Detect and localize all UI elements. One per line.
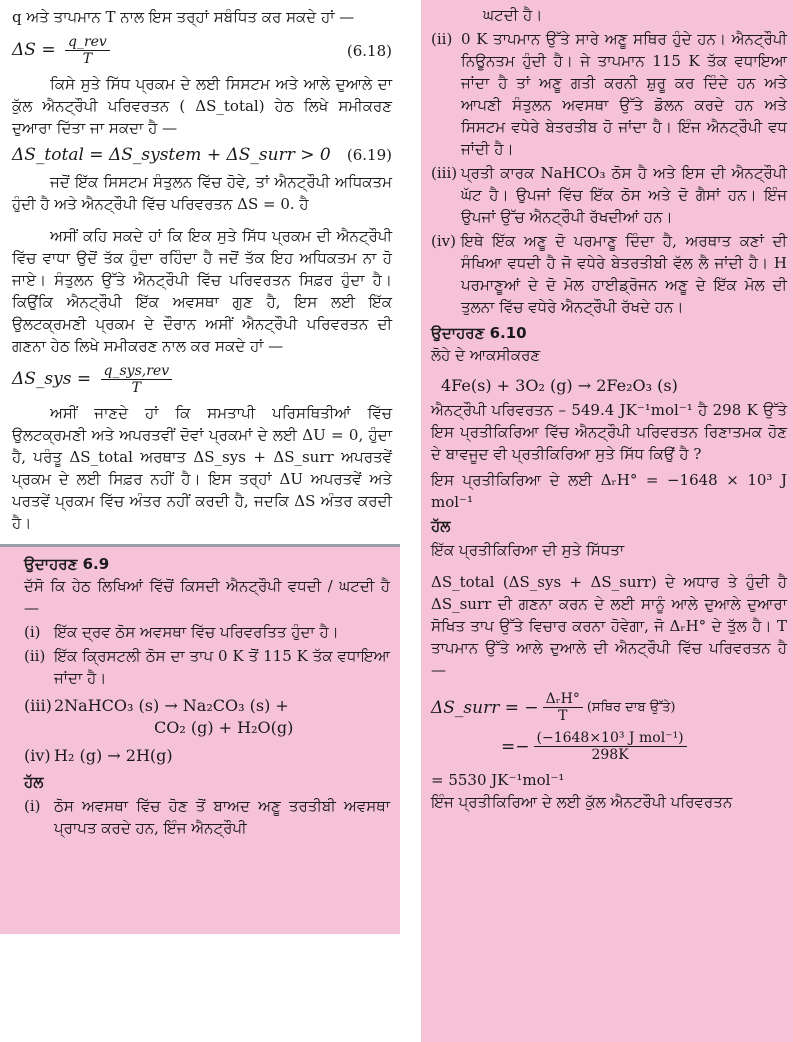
item-text: ਇੱਕ ਕ੍ਰਿਸਟਲੀ ਠੋਸ ਦਾ ਤਾਪ 0 K ਤੋਂ 115 K ਤੱਕ ਵਧਾਇਆ ਜਾਂਦਾ ਹੈ। [54, 647, 390, 687]
eq-sys-numerator: q_sys,rev [101, 363, 173, 380]
item-label: (ii) [24, 647, 46, 665]
example-6-9-title: ਉਦਾਹਰਣ 6.9 [24, 555, 110, 573]
example-6-9-question: ਦੱਸੋ ਕਿ ਹੇਠ ਲਿਖਿਆਂ ਵਿੱਚੋਂ ਕਿਸਦੀ ਐਨਟ੍ਰੌਪੀ ਵਧਦੀ / ਘਟਦੀ ਹੈ — [24, 577, 390, 617]
equation-6-18 [12, 34, 392, 67]
solution-label: ਹੱਲ [24, 773, 44, 791]
eq2-numerator: (−1648×10³ J mol⁻¹) [534, 730, 687, 747]
eq-sys-lhs: ΔS_sys = [12, 369, 92, 389]
item-label: (i) [24, 797, 41, 815]
eq619-expression: ΔS_total = ΔS_system + ΔS_surr > 0 [12, 145, 331, 165]
example-item [24, 645, 390, 689]
solution-label: ਹੱਲ [431, 517, 451, 535]
equation-6-19 [12, 145, 392, 165]
item-label: (iii) [431, 164, 458, 182]
example-6-10-question: ਐਨਟ੍ਰੌਪੀ ਪਰਿਵਰਤਨ – 549.4 JK⁻¹mol⁻¹ ਹੈ 298 K ਉੱਤੇ ਇਸ ਪ੍ਰਤੀਕਿਰਿਆ ਵਿੱਚ ਐਨਟ੍ਰੌਪੀ ਪਰਿਵਰਤਨ ਰਿਣਾਤਮਕ ਹੋਣ ਦੇ ਬਾਵਜੂਦ ਵੀ ਪ੍ਰਤੀਕਿਰਿਆ ਸੁਤੇ ਸਿੱਧ ਕਿਉਂ ਹੈ ? [431, 401, 787, 463]
intro-text: q ਅਤੇ ਤਾਪਮਾਨ T ਨਾਲ ਇਸ ਤਰ੍ਹਾਂ ਸਬੰਧਿਤ ਕਰ ਸਕਦੇ ਹਾਂ — [12, 8, 355, 26]
item-text: ਪ੍ਰਤੀ ਕਾਰਕ NaHCO₃ ਠੋਸ ਹੈ ਅਤੇ ਇਸ ਦੀ ਐਨਟ੍ਰੌਪੀ ਘੱਟ ਹੈ। ਉਪਜਾਂ ਵਿੱਚ ਇੱਕ ਠੋਸ ਅਤੇ ਦੋ ਗੈਸਾਂ ਹਨ। ਇੰਜ ਉਪਜਾਂ ਉੱਚ ਐਨਟ੍ਰੌਪੀ ਰੱਖਦੀਆਂ ਹਨ। [461, 164, 787, 226]
item-label: (iv) [431, 232, 456, 250]
solution-item [24, 795, 390, 839]
item-label: (i) [24, 623, 41, 641]
solution-item [431, 230, 787, 318]
item-text: ਇਥੇ ਇੱਕ ਅਣੂ ਦੋ ਪਰਮਾਣੂ ਦਿੰਦਾ ਹੈ, ਅਰਥਾਤ ਕਣਾਂ ਦੀ ਸੰਖਿਆ ਵਧਦੀ ਹੈ ਜੋ ਵਧੇਰੇ ਬੇਤਰਤੀਬੀ ਵੱਲ ਲੈ ਜਾਂਦੀ ਹੈ। H ਪਰਮਾਣੂਆਂ ਦੇ ਦੋ ਮੋਲ ਹਾਈਡ੍ਰੋਜਨ ਅਣੂ ਦੇ ਇੱਕ ਮੋਲ ਦੀ ਤੁਲਨਾ ਵਿੱਚ ਵਧੇਰੇ ਐਨਟ੍ਰੌਪੀ ਰੱਖਦੇ ਹਨ। [461, 232, 787, 316]
paragraph-isothermal: ਅਸੀਂ ਜਾਣਦੇ ਹਾਂ ਕਿ ਸਮਤਾਪੀ ਪਰਿਸਥਿਤੀਆਂ ਵਿੱਚ ਉਲਟਕ੍ਰਮਣੀ ਅਤੇ ਅਪਰਤਵੀਂ ਦੋਵਾਂ ਪ੍ਰਕਮਾਂ ਦੇ ਲਈ ΔU = 0, ਹੁੰਦਾ ਹੈ, ਪਰੰਤੂ ΔS_total ਅਰਥਾਤ ΔS_sys + ΔS_surr ਅਪਰਤਵੇਂ ਪ੍ਰਕਮ ਦੇ ਲਈ ਸਿਫ਼ਰ ਨਹੀਂ ਹੈ। ਇਸ ਤਰ੍ਹਾਂ ΔU ਅਪਰਤਵੇਂ ਅਤੇ ਪਰਤਵੇਂ ਪ੍ਰਕਮ ਵਿੱਚ ਅੰਤਰ ਨਹੀਂ ਕਰਦੀ ਹੈ, ਜਦਕਿ ΔS ਅੰਤਰ ਕਰਦੀ ਹੈ। [12, 404, 392, 532]
example-6-10-subtitle: ਲੋਹੇ ਦੇ ਆਕਸੀਕਰਣ [431, 346, 541, 364]
equation-surroundings [431, 691, 787, 724]
final-line: ਇੰਜ ਪ੍ਰਤੀਕਿਰਿਆ ਦੇ ਲਈ ਕੁੱਲ ਐਨਟਰੌਪੀ ਪਰਿਵਰਤਨ [431, 793, 733, 811]
iron-oxidation-reaction: 4Fe(s) + 3O₂ (g) → 2Fe₂O₃ (s) [441, 376, 678, 395]
solution-item [431, 162, 787, 228]
example-6-10-title: ਉਦਾਹਰਣ 6.10 [431, 324, 527, 342]
item-text: ਇੱਕ ਦ੍ਰਵ ਠੋਸ ਅਵਸਥਾ ਵਿੱਚ ਪਰਿਵਰਤਿਤ ਹੁੰਦਾ ਹੈ। [54, 623, 339, 641]
eq-surr-denominator: T [558, 708, 568, 724]
item-label: (iv) [24, 746, 51, 765]
paragraph-equilibrium: ਜਦੋਂ ਇੱਕ ਸਿਸਟਮ ਸੰਤੁਲਨ ਵਿੱਚ ਹੋਵੇ, ਤਾਂ ਐਨਟ੍ਰੌਪੀ ਅਧਿਕਤਮ ਹੁੰਦੀ ਹੈ ਅਤੇ ਐਨਟ੍ਰੌਪੀ ਵਿੱਚ ਪਰਿਵਰਤਨ ΔS = 0. ਹੈ [12, 173, 392, 213]
eq-surr-lhs: ΔS_surr = − [431, 697, 539, 718]
eq618-lhs: ΔS = [12, 40, 56, 60]
item-text: ਠੋਸ ਅਵਸਥਾ ਵਿੱਚ ਹੋਣ ਤੋਂ ਬਾਅਦ ਅਣੂ ਤਰਤੀਬੀ ਅਵਸਥਾ ਪ੍ਰਾਪਤ ਕਰਦੇ ਹਨ, ਇੰਜ ਐਨਟ੍ਰੌਪੀ [54, 797, 390, 837]
example-6-9-box [0, 544, 400, 934]
eq2-denominator: 298K [591, 747, 629, 763]
continued-text: ਘਟਦੀ ਹੈ। [483, 6, 543, 24]
item-text: 0 K ਤਾਪਮਾਨ ਉੱਤੇ ਸਾਰੇ ਅਣੂ ਸਥਿਰ ਹੁੰਦੇ ਹਨ। ਐਨਟ੍ਰੌਪੀ ਨਿਊਨਤਮ ਹੁੰਦੀ ਹੈ। ਜੇ ਤਾਪਮਾਨ 115 K ਤੱਕ ਵਧਾਇਆ ਜਾਂਦਾ ਹੈ ਤਾਂ ਅਣੂ ਗਤੀ ਕਰਨੀ ਸ਼ੁਰੂ ਕਰ ਦਿੰਦੇ ਹਨ ਅਤੇ ਆਪਣੀ ਸੰਤੁਲਨ ਅਵਸਥਾ ਉੱਤੇ ਡੋਲਨ ਕਰਦੇ ਹਨ ਅਤੇ ਸਿਸਟਮ ਵਧੇਰੇ ਬੇਤਰਤੀਬ ਹੋ ਜਾਂਦਾ ਹੈ। ਇੰਜ ਐਨਟ੍ਰੌਪੀ ਵਧ ਜਾਂਦੀ ਹੈ। [461, 30, 787, 158]
item-label: (iii) [24, 696, 52, 715]
example-item-iii [24, 695, 390, 739]
result-value: = 5530 JK⁻¹mol⁻¹ [431, 771, 565, 789]
eq618-denominator: T [82, 51, 93, 67]
reaction-iv: H₂ (g) → 2H(g) [54, 746, 173, 765]
equation-sys [12, 363, 392, 396]
paragraph-total-entropy: ਕਿਸੇ ਸੁਤੇ ਸਿੱਧ ਪ੍ਰਕਮ ਦੇ ਲਈ ਸਿਸਟਮ ਅਤੇ ਆਲੇ ਦੁਆਲੇ ਦਾ ਕੁੱਲ ਐਨਟ੍ਰੌਪੀ ਪਰਿਵਰਤਨ ( ΔS_total) ਹੇਠ ਲਿਖੇ ਸਮੀਕਰਣ ਦੁਆਰਾ ਦਿੱਤਾ ਜਾ ਸਕਦਾ ਹੈ — [12, 75, 392, 137]
eq618-numerator: q_rev [65, 34, 110, 51]
eq-surr-note: (ਸਥਿਰ ਦਾਬ ਉੱਤੇ) [586, 700, 676, 715]
solution-line: ਇੱਕ ਪ੍ਰਤੀਕਿਰਿਆ ਦੀ ਸੁਤੇ ਸਿੱਧਤਾ [431, 541, 625, 559]
right-column [421, 0, 793, 1042]
enthalpy-given: ਇਸ ਪ੍ਰਤੀਕਿਰਿਆ ਦੇ ਲਈ ΔᵣH° = −1648 × 10³ J mol⁻¹ [431, 471, 787, 511]
reaction-line-2: CO₂ (g) + H₂O(g) [154, 718, 294, 737]
eq-sys-denominator: T [131, 380, 141, 396]
eq619-number: (6.19) [346, 146, 392, 164]
eq-surr-numerator: ΔᵣH° [543, 691, 583, 708]
reaction-line-1: 2NaHCO₃ (s) → Na₂CO₃ (s) + [54, 696, 289, 715]
solution-paragraph: ΔS_total (ΔS_sys + ΔS_surr) ਦੇ ਅਧਾਰ ਤੇ ਹੁੰਦੀ ਹੈ ΔS_surr ਦੀ ਗਣਨਾ ਕਰਨ ਦੇ ਲਈ ਸਾਨੂੰ ਆਲੇ ਦੁਆਲੇ ਦੁਆਰਾ ਸੋਖਿਤ ਤਾਪ ਉੱਤੇ ਵਿਚਾਰ ਕਰਨਾ ਹੋਵੇਗਾ, ਜੋ ΔᵣH° ਦੇ ਤੁੱਲ ਹੈ। T ਤਾਪਮਾਨ ਉੱਤੇ ਆਲੇ ਦੁਆਲੇ ਦੀ ਐਨਟ੍ਰੌਪੀ ਵਿੱਚ ਪਰਿਵਰਤਨ ਹੈ — [431, 573, 787, 679]
item-label: (ii) [431, 30, 453, 48]
paragraph-spontaneous: ਅਸੀਂ ਕਹਿ ਸਕਦੇ ਹਾਂ ਕਿ ਇਕ ਸੁਤੇ ਸਿੱਧ ਪ੍ਰਕਮ ਦੀ ਐਨਟ੍ਰੌਪੀ ਵਿੱਚ ਵਾਧਾ ਉਦੋਂ ਤੱਕ ਹੁੰਦਾ ਰਹਿੰਦਾ ਹੈ ਜਦੋਂ ਤੱਕ ਇਹ ਅਧਿਕਤਮ ਨਾ ਹੋ ਜਾਏ। ਸੰਤੁਲਨ ਉੱਤੇ ਐਨਟ੍ਰੌਪੀ ਵਿੱਚ ਪਰਿਵਰਤਨ ਸਿਫ਼ਰ ਹੁੰਦਾ ਹੈ। ਕਿਉਂਕਿ ਐਨਟ੍ਰੌਪੀ ਇੱਕ ਅਵਸਥਾ ਗੁਣ ਹੈ, ਇਸ ਲਈ ਇੱਕ ਉਲਟਕ੍ਰਮਣੀ ਪ੍ਰਕਮ ਦੇ ਦੌਰਾਨ ਅਸੀਂ ਐਨਟ੍ਰੌਪੀ ਪਰਿਵਰਤਨ ਦੀ ਗਣਨਾ ਹੇਠ ਲਿਖੇ ਸਮੀਕਰਣ ਨਾਲ ਕਰ ਸਕਦੇ ਹਾਂ — [12, 227, 392, 355]
example-item-iv [24, 745, 390, 767]
equation-substitution: =− $\frac{\text{(−1648×10³ J mol⁻¹)}}{298K}$ [431, 730, 787, 763]
solution-item [431, 28, 787, 160]
example-item [24, 621, 390, 643]
eq618-number: (6.18) [346, 41, 392, 60]
